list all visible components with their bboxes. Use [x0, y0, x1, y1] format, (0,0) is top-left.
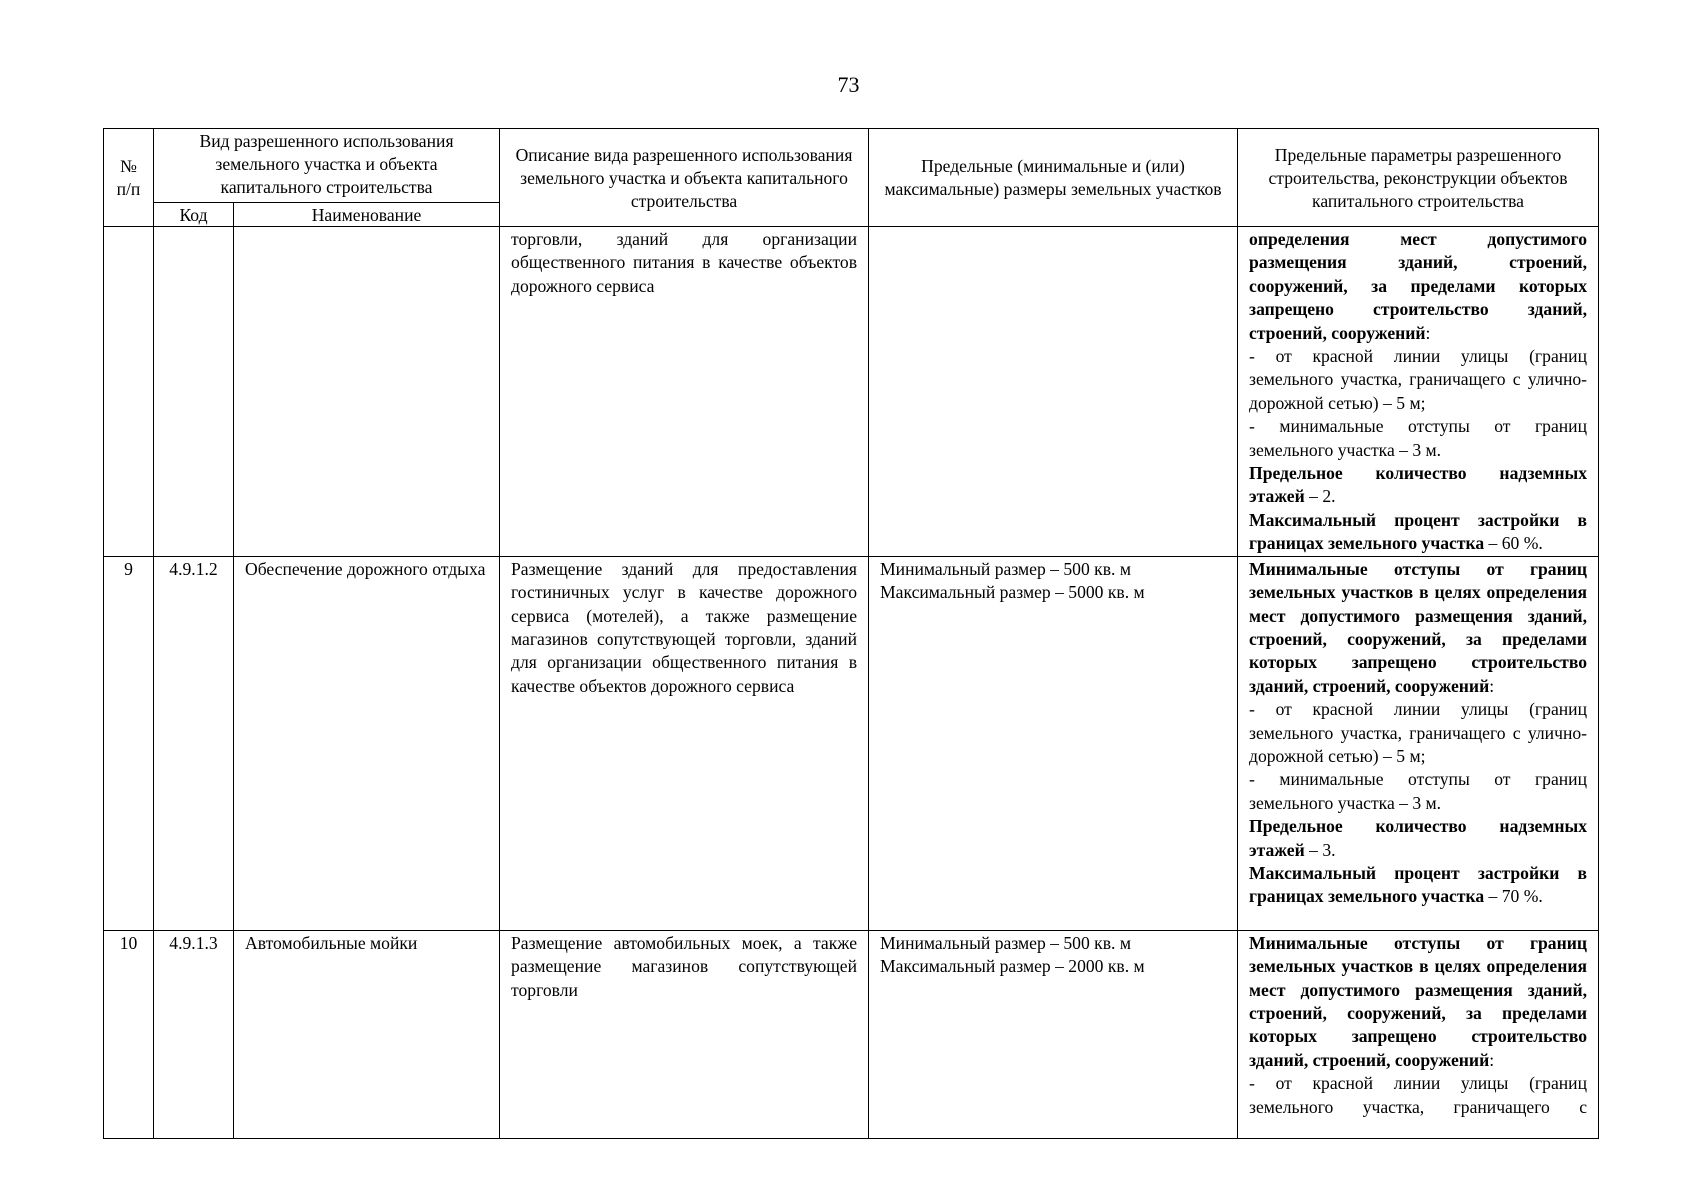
row-code: 4.9.1.2 — [154, 556, 234, 930]
setbacks-colon: : — [1489, 1049, 1495, 1070]
row-description: Размещение зданий для предоставления гостиничных услуг в качестве дорожного сервиса (мотелей), а также размещение магазинов сопутствующей торговли, зданий для организации общественного питания в качестве объектов дорожного сервиса — [500, 556, 869, 930]
page-number: 73 — [837, 72, 860, 97]
params-percent — [1249, 862, 1587, 909]
header-name: Наименование — [234, 203, 500, 227]
row-name: Обеспечение дорожного отдыха — [234, 556, 500, 930]
sizes-min: Минимальный размер – 500 кв. м — [880, 932, 1131, 953]
land-use-table — [103, 128, 1599, 1139]
params-setbacks — [1249, 932, 1587, 1072]
setbacks-text: определения мест допустимого размещения зданий, строений, сооружений, за пределами которых запрещено строительство зданий, строений, сооружений — [1249, 229, 1588, 343]
row-sizes — [869, 227, 1238, 557]
floors-value: – 2. — [1304, 486, 1336, 507]
params-floors — [1249, 462, 1587, 509]
percent-label: Максимальный процент застройки в границах земельного участка — [1249, 509, 1588, 554]
row-sizes — [869, 930, 1238, 1138]
sizes-min: Минимальный размер – 500 кв. м — [880, 558, 1131, 579]
params-red-line: - от красной линии улицы (границ земельного участка, граничащего с улично-дорожной сетью) – 5 м; — [1249, 346, 1588, 413]
setbacks-text: Минимальные отступы от границ земельных участков в целях определения мест допустимого размещения зданий, строений, сооружений, за пределами которых запрещено строительство зданий, строений, сооружений — [1249, 558, 1588, 696]
row-name: Автомобильные мойки — [234, 930, 500, 1138]
row-code: 4.9.1.3 — [154, 930, 234, 1138]
sizes-max: Максимальный размер – 5000 кв. м — [880, 582, 1145, 603]
row-params — [1238, 556, 1599, 930]
params-min-setback: - минимальные отступы от границ земельного участка – 3 м. — [1249, 416, 1588, 460]
row-description: Размещение автомобильных моек, а также размещение магазинов сопутствующей торговли — [500, 930, 869, 1138]
row-name — [234, 227, 500, 557]
row-params — [1238, 227, 1599, 557]
params-min-setback: - минимальные отступы от границ земельного участка – 3 м. — [1249, 769, 1588, 813]
floors-label: Предельное количество надземных этажей — [1249, 463, 1588, 507]
params-floors — [1249, 815, 1587, 862]
percent-value: – 60 %. — [1484, 533, 1543, 554]
header-num: № п/п — [104, 129, 154, 227]
floors-label: Предельное количество надземных этажей — [1249, 816, 1588, 860]
header-description: Описание вида разрешенного использования земельного участка и объекта капитального строительства — [500, 129, 869, 227]
params-red-line: - от красной линии улицы (границ земельного участка, граничащего с улично-дорожной сетью) – 5 м; — [1249, 699, 1588, 766]
percent-value: – 70 %. — [1484, 886, 1543, 907]
header-code: Код — [154, 203, 234, 227]
row-sizes — [869, 556, 1238, 930]
header-use-group: Вид разрешенного использования земельного участка и объекта капитального строительства — [154, 129, 500, 203]
setbacks-colon: : — [1489, 675, 1495, 696]
sizes-max: Максимальный размер – 2000 кв. м — [880, 956, 1145, 977]
header-sizes: Предельные (минимальные и (или) максимальные) размеры земельных участков — [869, 129, 1238, 227]
setbacks-text: Минимальные отступы от границ земельных участков в целях определения мест допустимого размещения зданий, строений, сооружений, за пределами которых запрещено строительство зданий, строений, сооружений — [1249, 932, 1588, 1070]
row-description: торговли, зданий для организации общественного питания в качестве объектов дорожного сервиса — [500, 227, 869, 557]
params-red-line: - от красной линии улицы (границ земельного участка, граничащего с — [1249, 1073, 1588, 1117]
row-code — [154, 227, 234, 557]
table-row — [104, 227, 1599, 557]
row-num: 9 — [104, 556, 154, 930]
params-percent — [1249, 509, 1587, 556]
table-row — [104, 556, 1599, 930]
row-num: 10 — [104, 930, 154, 1138]
table-row — [104, 930, 1599, 1138]
setbacks-colon: : — [1425, 322, 1431, 343]
row-num — [104, 227, 154, 557]
params-setbacks — [1249, 228, 1587, 345]
floors-value: – 3. — [1304, 839, 1336, 860]
row-params — [1238, 930, 1599, 1138]
params-setbacks — [1249, 558, 1587, 698]
percent-label: Максимальный процент застройки в границах земельного участка — [1249, 862, 1588, 907]
header-params: Предельные параметры разрешенного строительства, реконструкции объектов капитального строительства — [1238, 129, 1599, 227]
